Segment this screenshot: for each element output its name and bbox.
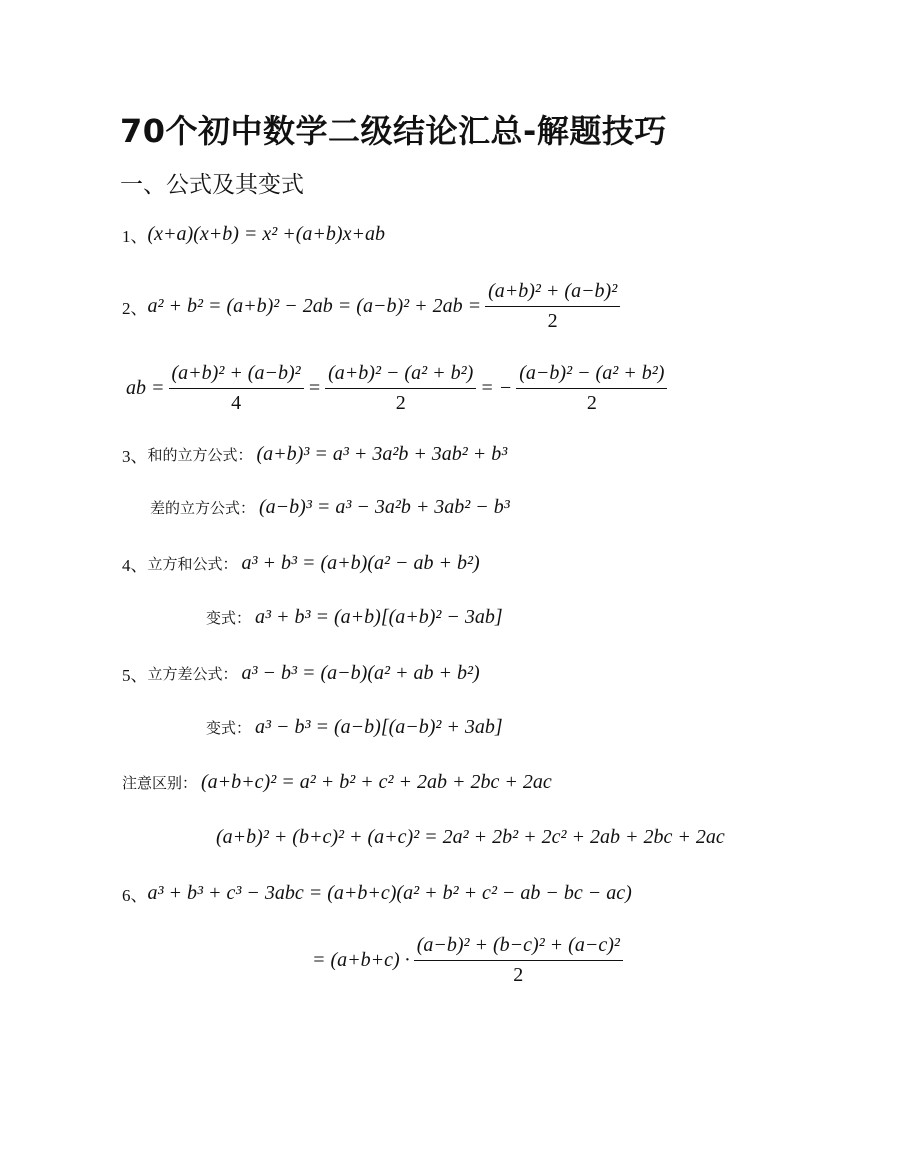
formula-6: [122, 881, 632, 906]
formula-expression: (a−b)³ = a³ − 3a²b + 3ab² − b³: [259, 496, 510, 518]
fraction-denominator: 2: [547, 310, 558, 332]
formula-6b: [312, 934, 627, 987]
formula-expression: a³ + b³ = (a+b)[(a+b)² − 3ab]: [255, 606, 503, 628]
formula-1: [122, 222, 385, 247]
formula-number: 4、: [122, 556, 148, 575]
formula-expression: (a+b+c)² = a² + b² + c² + 2ab + 2bc + 2ac: [201, 771, 552, 793]
formula-4b: [206, 606, 503, 629]
fraction-denominator: 2: [395, 392, 406, 414]
formula-expression: a² + b² = (a+b)² − 2ab = (a−b)² + 2ab =: [147, 295, 482, 317]
fraction-numerator: (a+b)² + (a−b)²: [485, 280, 620, 307]
fraction-numerator: (a+b)² + (a−b)²: [169, 362, 304, 389]
formula-expression: (x+a)(x+b) = x² +(a+b)x+ab: [147, 223, 385, 245]
fraction-numerator: (a−b)² − (a² + b²): [516, 362, 667, 389]
fraction: [485, 280, 620, 333]
equals-minus-sign: = −: [480, 377, 513, 399]
formula-number: 5、: [122, 666, 148, 685]
fraction-numerator: (a+b)² − (a² + b²): [325, 362, 476, 389]
formula-3b: [150, 496, 510, 519]
formula-label: 变式：: [206, 609, 252, 627]
formula-expression: a³ − b³ = (a−b)(a² + ab + b²): [241, 662, 480, 684]
formula-label: 差的立方公式：: [150, 499, 256, 517]
fraction-numerator: (a−b)² + (b−c)² + (a−c)²: [414, 934, 623, 961]
formula-5: [122, 661, 480, 686]
formula-lead: = (a+b+c) ·: [312, 949, 410, 971]
formula-number: 6、: [122, 886, 148, 905]
note-formula-2: [216, 826, 725, 849]
formula-label: 立方差公式：: [147, 665, 238, 683]
formula-number: 1、: [122, 227, 148, 246]
formula-label: 注意区别：: [122, 774, 198, 792]
formula-expression: a³ − b³ = (a−b)[(a−b)² + 3ab]: [255, 716, 503, 738]
fraction: [414, 934, 623, 987]
formula-number: 3、: [122, 447, 148, 466]
formula-lead: ab =: [126, 377, 165, 399]
fraction: [325, 362, 476, 415]
note-formula: [122, 771, 552, 794]
fraction: [169, 362, 304, 415]
formula-label: 变式：: [206, 719, 252, 737]
equals-sign: =: [307, 377, 322, 399]
formula-5b: [206, 716, 503, 739]
formula-expression: (a+b)² + (b+c)² + (a+c)² = 2a² + 2b² + 2c² + 2ab + 2bc + 2ac: [216, 826, 725, 848]
formula-3: [122, 442, 507, 467]
fraction: [516, 362, 667, 415]
fraction-denominator: 4: [231, 392, 242, 414]
formula-expression: (a+b)³ = a³ + 3a²b + 3ab² + b³: [256, 443, 508, 465]
fraction-denominator: 2: [513, 964, 524, 986]
fraction-denominator: 2: [586, 392, 597, 414]
formula-label: 和的立方公式：: [147, 446, 253, 464]
formula-number: 2、: [122, 299, 148, 318]
formula-2: [122, 280, 624, 333]
formula-2-continued: [126, 362, 671, 415]
section-heading: 一、公式及其变式: [120, 172, 304, 198]
page-title: 70个初中数学二级结论汇总-解题技巧: [120, 112, 667, 150]
formula-label: 立方和公式：: [147, 555, 238, 573]
formula-4: [122, 551, 480, 576]
formula-expression: a³ + b³ = (a+b)(a² − ab + b²): [241, 552, 480, 574]
formula-expression: a³ + b³ + c³ − 3abc = (a+b+c)(a² + b² + c² − ab − bc − ac): [147, 882, 632, 904]
